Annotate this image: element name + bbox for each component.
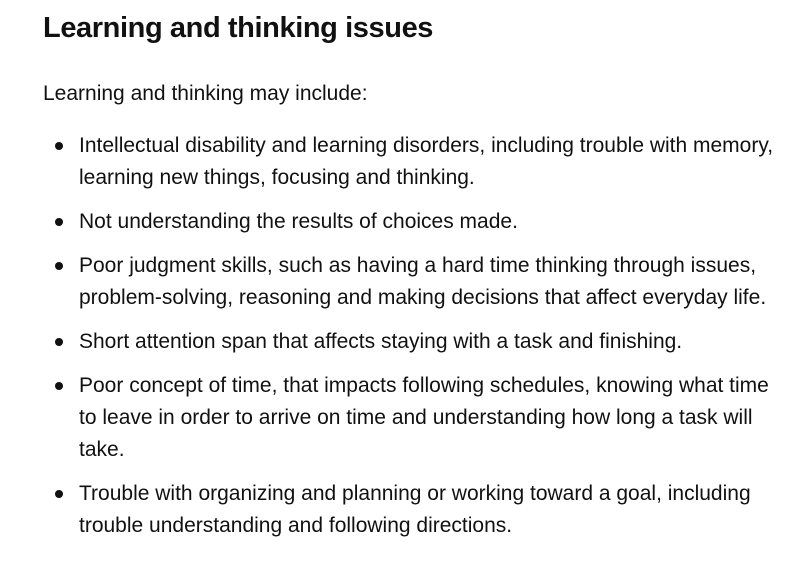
list-item: [43, 130, 788, 194]
list-item: [43, 478, 788, 542]
bullet-icon: [55, 142, 63, 150]
bullet-list: [43, 130, 788, 542]
list-item-text: Intellectual disability and learning disorders, including trouble with memory, learning new things, focusing and thinking.: [79, 134, 774, 189]
list-item-text: Short attention span that affects staying with a task and finishing.: [79, 330, 683, 353]
bullet-icon: [55, 490, 63, 498]
bullet-icon: [55, 338, 63, 346]
list-item: [43, 370, 788, 466]
list-item: [43, 326, 788, 358]
list-item-text: Trouble with organizing and planning or working toward a goal, including trouble understanding and following directions.: [79, 482, 751, 537]
intro-paragraph: Learning and thinking may include:: [43, 82, 368, 105]
list-item-text: Poor concept of time, that impacts following schedules, knowing what time to leave in order to arrive on time and understanding how long a task will take.: [79, 374, 769, 461]
section-heading: Learning and thinking issues: [43, 12, 434, 44]
list-item: [43, 250, 788, 314]
bullet-icon: [55, 382, 63, 390]
list-item-text: Not understanding the results of choices made.: [79, 210, 518, 233]
bullet-icon: [55, 218, 63, 226]
list-item: [43, 206, 788, 238]
bullet-icon: [55, 262, 63, 270]
list-item-text: Poor judgment skills, such as having a hard time thinking through issues, problem-solving, reasoning and making decisions that affect everyday life.: [79, 254, 767, 309]
